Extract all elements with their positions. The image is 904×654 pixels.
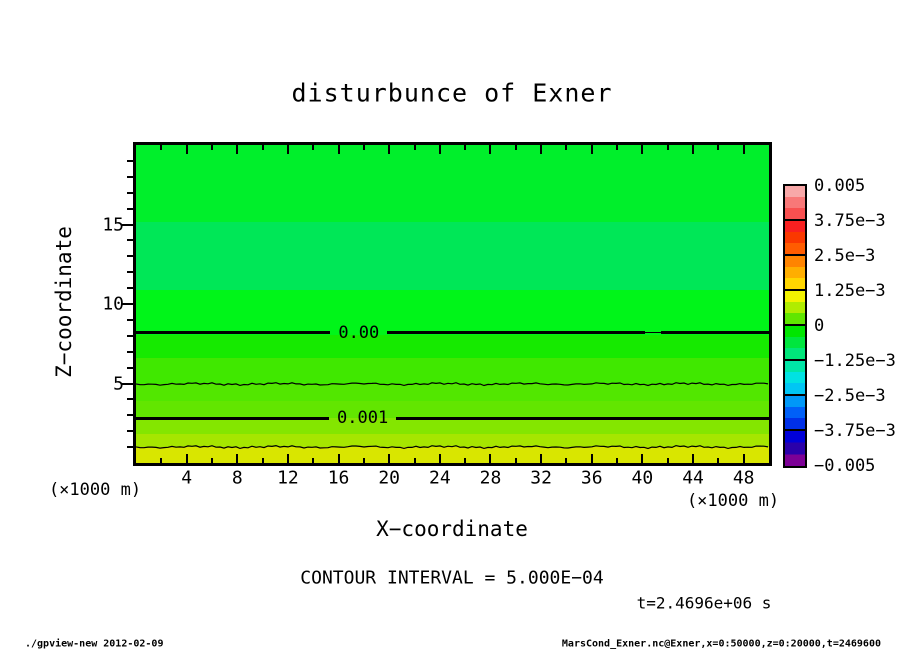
colorbar-label: −1.25e−3 — [814, 351, 896, 371]
x-tick-label: 12 — [277, 467, 299, 489]
x-tick-bottom — [439, 454, 441, 463]
x-tick-label: 40 — [631, 467, 654, 489]
x-tick-bottom — [160, 458, 162, 463]
z-tick — [127, 319, 133, 321]
z-tick — [127, 271, 133, 273]
colorbar-label: 2.5e−3 — [814, 246, 876, 266]
colorbar-label: 0 — [814, 316, 825, 336]
z-tick — [127, 398, 133, 400]
x-tick-bottom — [414, 458, 416, 463]
x-tick-bottom — [565, 458, 567, 463]
x-tick-label: 24 — [428, 467, 451, 489]
contour-interval-note: CONTOUR INTERVAL = 5.000E−04 — [300, 567, 604, 589]
footer-command: ./gpview-new 2012-02-09 — [25, 638, 164, 650]
x-tick-bottom — [515, 458, 517, 463]
x-tick-top — [338, 145, 340, 154]
colorbar-box — [785, 361, 805, 396]
z-tick-label: 15 — [102, 214, 124, 235]
x-tick-top — [641, 145, 643, 154]
colorbar-box — [785, 326, 805, 361]
x-tick-top — [717, 145, 719, 150]
x-tick-label: 4 — [181, 467, 193, 489]
x-tick-top — [363, 145, 365, 150]
z-tick — [127, 287, 133, 289]
x-tick-bottom — [489, 454, 491, 463]
x-tick-label: 20 — [378, 467, 401, 489]
z-axis-unit-label: (×1000 m) — [48, 480, 142, 500]
z-tick — [127, 160, 133, 162]
x-tick-label: 8 — [231, 467, 243, 489]
x-tick-label: 48 — [732, 467, 755, 489]
figure-title: disturbunce of Exner — [291, 78, 613, 108]
plot-frame — [133, 142, 772, 466]
x-tick-top — [540, 145, 542, 154]
x-axis-title: X−coordinate — [376, 517, 528, 541]
x-tick-bottom — [641, 454, 643, 463]
colorbar-box — [785, 186, 805, 221]
colorbar-label: −0.005 — [814, 456, 876, 476]
x-tick-top — [262, 145, 264, 150]
x-tick-top — [186, 145, 188, 154]
x-axis-unit-label: (×1000 m) — [686, 491, 780, 511]
z-tick — [127, 367, 133, 369]
z-tick — [127, 351, 133, 353]
z-tick — [127, 430, 133, 432]
x-tick-top — [312, 145, 314, 150]
z-axis-title: Z−coordinate — [52, 226, 76, 378]
x-tick-bottom — [287, 454, 289, 463]
colorbar — [783, 184, 807, 468]
z-tick — [127, 414, 133, 416]
x-tick-top — [236, 145, 238, 154]
z-tick — [127, 192, 133, 194]
x-tick-top — [439, 145, 441, 154]
footer-source: MarsCond_Exner.nc@Exner,x=0:50000,z=0:20000,t=2469600 — [561, 638, 881, 650]
colorbar-box — [785, 256, 805, 291]
x-tick-bottom — [236, 454, 238, 463]
contour-label: 0.00 — [338, 322, 380, 343]
x-tick-top — [565, 145, 567, 150]
z-tick — [127, 255, 133, 257]
x-tick-bottom — [211, 458, 213, 463]
colorbar-label: 0.005 — [814, 176, 866, 196]
colorbar-label: −3.75e−3 — [814, 421, 896, 441]
time-annotation: t=2.4696e+06 s — [636, 593, 772, 613]
z-tick — [127, 335, 133, 337]
x-tick-label: 36 — [580, 467, 603, 489]
x-tick-top — [515, 145, 517, 150]
x-tick-top — [616, 145, 618, 150]
colorbar-label: −2.5e−3 — [814, 386, 886, 406]
x-tick-label: 44 — [682, 467, 704, 489]
x-tick-bottom — [743, 454, 745, 463]
x-tick-top — [211, 145, 213, 150]
x-tick-label: 32 — [530, 467, 552, 489]
x-tick-top — [287, 145, 289, 154]
x-tick-top — [464, 145, 466, 150]
x-tick-top — [160, 145, 162, 150]
x-tick-top — [414, 145, 416, 150]
x-tick-bottom — [591, 454, 593, 463]
colorbar-box — [785, 291, 805, 326]
colorbar-box — [785, 221, 805, 256]
z-tick — [127, 446, 133, 448]
x-tick-bottom — [338, 454, 340, 463]
x-tick-top — [667, 145, 669, 150]
x-tick-top — [388, 145, 390, 154]
contour-label: 0.001 — [337, 408, 389, 428]
colorbar-label: 1.25e−3 — [814, 281, 886, 301]
x-tick-bottom — [692, 454, 694, 463]
x-tick-bottom — [464, 458, 466, 463]
colorbar-label: 3.75e−3 — [814, 211, 886, 231]
x-tick-top — [743, 145, 745, 154]
colorbar-box — [785, 431, 805, 466]
z-tick — [127, 239, 133, 241]
x-tick-bottom — [186, 454, 188, 463]
x-tick-label: 16 — [327, 467, 350, 489]
x-tick-label: 28 — [479, 467, 502, 489]
x-tick-bottom — [616, 458, 618, 463]
x-tick-top — [489, 145, 491, 154]
x-tick-bottom — [262, 458, 264, 463]
x-tick-bottom — [388, 454, 390, 463]
x-tick-bottom — [717, 458, 719, 463]
x-tick-top — [692, 145, 694, 154]
colorbar-box — [785, 396, 805, 431]
x-tick-bottom — [312, 458, 314, 463]
x-tick-bottom — [363, 458, 365, 463]
z-tick-label: 5 — [113, 373, 124, 394]
z-tick — [127, 176, 133, 178]
x-tick-bottom — [540, 454, 542, 463]
z-tick-label: 10 — [102, 293, 124, 315]
x-tick-bottom — [667, 458, 669, 463]
z-tick — [127, 208, 133, 210]
x-tick-top — [591, 145, 593, 154]
